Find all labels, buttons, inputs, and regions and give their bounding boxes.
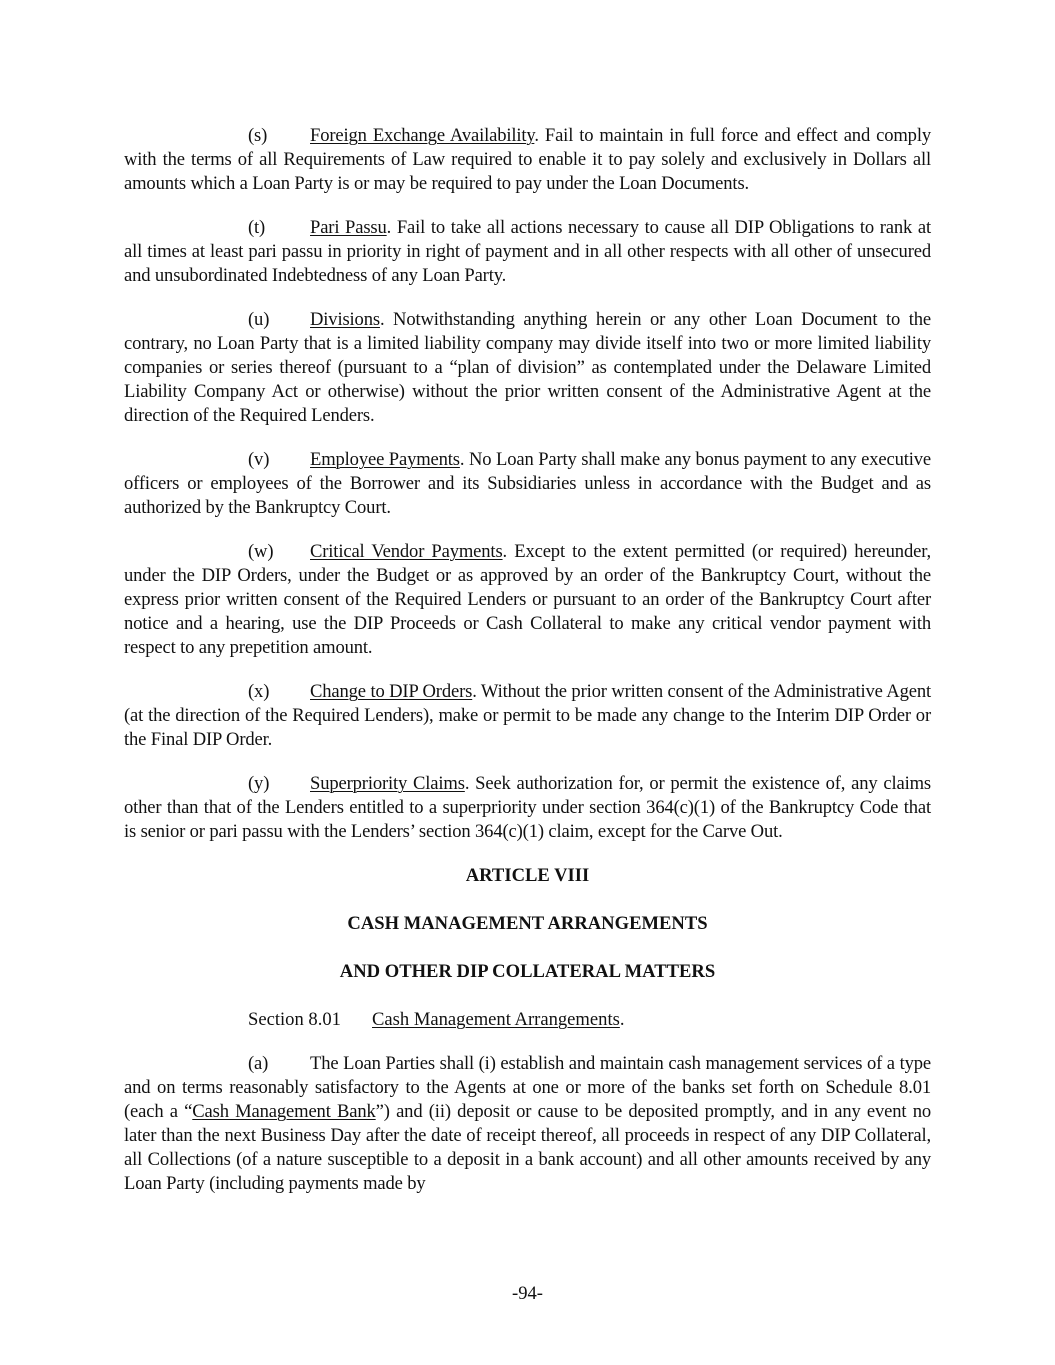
- paragraph-marker: (s): [248, 125, 268, 146]
- defined-term: Cash Management Bank: [192, 1101, 376, 1122]
- paragraph-marker: (v): [248, 449, 270, 470]
- paragraph-body: . No Loan Party shall make any bonus payment to any executive officers or employees of the Borrower and its Subsidiaries unless in accordance with the Budget and as authorized by the Bankruptcy Court.: [124, 449, 931, 518]
- paragraph-title: Employee Payments: [310, 449, 460, 470]
- covenant-paragraph-v: [124, 448, 931, 520]
- paragraph-marker: (y): [248, 773, 270, 794]
- section-title: Cash Management Arrangements: [372, 1009, 620, 1030]
- paragraph-title: Pari Passu: [310, 217, 387, 238]
- paragraph-marker: (t): [248, 217, 266, 238]
- document-page: [124, 124, 931, 1216]
- article-heading: ARTICLE VIII: [465, 865, 590, 886]
- section-paragraph-a: [124, 1052, 931, 1196]
- article-title-line-2: AND OTHER DIP COLLATERAL MATTERS: [339, 961, 716, 982]
- paragraph-title: Foreign Exchange Availability: [310, 125, 535, 146]
- covenant-paragraph-w: [124, 540, 931, 660]
- covenant-paragraph-s: [124, 124, 931, 196]
- paragraph-marker: (w): [248, 541, 274, 562]
- paragraph-body-start: The Loan Parties shall (i) establish and maintain cash management services of a type and on terms reasonably satisfactory to the Agents at one or more of the banks set forth on Schedule 8.01 (each a “: [124, 1053, 931, 1122]
- paragraph-body: . Fail to maintain in full force and effect and comply with the terms of all Requirements of Law required to enable it to pay solely and exclusively in Dollars all amounts which a Loan Party is or may be required to pay under the Loan Documents.: [124, 125, 931, 194]
- section-title-suffix: .: [619, 1009, 625, 1030]
- article-title-line-1: CASH MANAGEMENT ARRANGEMENTS: [347, 913, 708, 934]
- paragraph-title: Change to DIP Orders: [310, 681, 473, 702]
- paragraph-title: Divisions: [310, 309, 380, 330]
- paragraph-body: . Without the prior written consent of the Administrative Agent (at the direction of the Required Lenders), make or permit to be made any change to the Interim DIP Order or the Final DIP Order.: [124, 681, 931, 750]
- page-number: -94-: [512, 1283, 543, 1304]
- paragraph-marker: (x): [248, 681, 270, 702]
- covenant-paragraph-x: [124, 680, 931, 752]
- paragraph-body: . Except to the extent permitted (or required) hereunder, under the DIP Orders, under the Budget or as approved by an order of the Bankruptcy Court, without the express prior written consent of the Required Lenders or pursuant to an order of the Bankruptcy Court after notice and a hearing, use the DIP Proceeds or Cash Collateral to make any critical vendor payment with respect to any prepetition amount.: [124, 541, 931, 658]
- covenant-paragraph-u: [124, 308, 931, 428]
- paragraph-title: Critical Vendor Payments: [310, 541, 503, 562]
- paragraph-marker: (u): [248, 309, 270, 330]
- paragraph-body: . Seek authorization for, or permit the existence of, any claims other than that of the Lenders entitled to a superpriority under section 364(c)(1) of the Bankruptcy Code that is senior or pari passu with the Lenders’ section 364(c)(1) claim, except for the Carve Out.: [124, 773, 931, 842]
- paragraph-body-end: ”) and (ii) deposit or cause to be deposited promptly, and in any event no later than the next Business Day after the date of receipt thereof, all proceeds in respect of any DIP Collateral, all Collections (of a nature susceptible to a deposit in a bank account) and all other amounts received by any Loan Party (including payments made by: [124, 1101, 932, 1194]
- paragraph-body: . Notwithstanding anything herein or any other Loan Document to the contrary, no Loan Party that is a limited liability company may divide itself into two or more limited liability companies or series thereof (pursuant to a “plan of division” as contemplated under the Delaware Limited Liability Company Act or otherwise) without the prior written consent of the Administrative Agent at the direction of the Required Lenders.: [124, 309, 931, 426]
- covenant-paragraph-y: [124, 772, 931, 844]
- paragraph-body: . Fail to take all actions necessary to cause all DIP Obligations to rank at all times at least pari passu in priority in right of payment and in all other respects with all other of unsecured and unsubordinated Indebtedness of any Loan Party.: [124, 217, 931, 286]
- paragraph-marker: (a): [248, 1053, 269, 1074]
- covenant-paragraph-t: [124, 216, 931, 288]
- section-heading: [124, 1008, 931, 1032]
- paragraph-title: Superpriority Claims: [310, 773, 465, 794]
- section-number: Section 8.01: [248, 1009, 341, 1030]
